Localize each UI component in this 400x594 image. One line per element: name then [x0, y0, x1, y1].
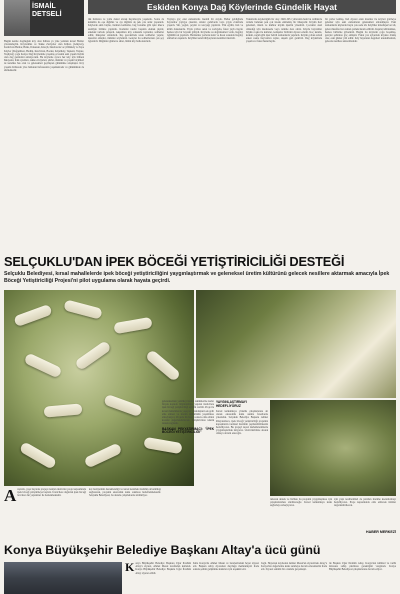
bottom-column-1: [125, 562, 191, 594]
top-column-3: Yakınlarda kaydettiğim bir olay 1948-1951 yıllarında hem bu tarihlerde tarlada bulunan pek çok insanı etkilemiş bir hikayedir. Köyün ileri gelenleri, imam ve muhtar köyün işlerini yönetirdi. Çocuklar okul olmadığı için medresede veya camide ders alırdı. Köyde bayramlar büyük coşku ile kutlanır, komşular birbirini ziyaret ederdi. Koç katımı, kırkım, sağım gibi işler belirli zamanlarda yapılırdı. Köyün çobanı sabah erken saatte hayvanları toplar, akşam geri getirirdi. Dağ köylerinde yaşam zor fakat huzurluydu.: [246, 18, 322, 44]
top-banner-title: Eskiden Konya Dağ Köylerinde Gündelik Hayat: [88, 0, 396, 14]
author-box: [4, 0, 84, 36]
mulberry-leaves-photo: [270, 400, 396, 496]
byline: HABER MERKEZİ: [366, 530, 396, 534]
worker-silk-photo: [196, 290, 396, 398]
top-column-4: bir yerler kalmış, bizi ziyaret eden insanlar ile köyleri görmeye gelenler için eski zamanların gelenekleri anlatılmıştır. Eski zamanlarda köylerde hayat çok sade idi. Köylüler misafirperver idi, gelen misafire her zaman yemek ikram edilirdi. Kapılar kilitlenmez, herkes birbirine güvenirdi. Bugün bu köylerin çoğu boşalmış, gençler şehirlere göç etmiştir. Fakat yaz aylarında köylere dönüş olur, eski günler yâd edilir. Köy hayatının değerleri unutulmamalı, gelecek nesillere aktarılmalıdır.: [325, 18, 396, 44]
meeting-photo: [4, 562, 122, 594]
under-photo-text-1: tırkarak destek ve birlikte bu projenin yaygınlaşması için çalışmalarımızı sürdüreceğiz. Kırsal kalkınmaya katkı sağlamayı amaçlıyoruz.: [270, 498, 332, 508]
article-mid-text: gelenekselden yenilikçi üretim tekniklerine kadar birçok konuda bilgilendirme yapılan üreticilere ipek böceği yetiştiriciliği eğitimi verildi. Proje ile kırsal mahallelerde yaşayan vatandaşların ek gelir elde etmesi ve üretim kültürünün yaşatılması amaçlanıyor. Projede ilk hasat sonucu elde edilen kozalar değerlendirilecek. Yetiştiricilere teknik destek sağlandı.: [162, 400, 214, 426]
headline-altay: Konya Büyükşehir Belediye Başkanı Altay'a ücü günü: [4, 543, 321, 557]
bottom-column-2: hafta Konya'da Ahmet Mesut ve beraberindeki heyet ziyaret etti. Başkan Altay ziyaretten duyduğu memnuniyeti ifade ederek şehrin gelişimine katkıları için teşekkür etti.: [193, 562, 259, 572]
article-mid: [162, 400, 214, 538]
article-left-2: kol faaliyetinin desteklendiği ve kırsal kesimde üretimin devamlılığı sağlanarak, projenin ekonomik katkı sunması hedeflenmektedir. Selçuklu Belediyesi, bu alanda çalışmalarını sürdürüyor.: [89, 488, 161, 498]
sidebar-title: YAYGINLAŞTIRMAYI HEDEFLİYORUZ: [216, 400, 247, 408]
article-subhead: BASKAN PEKYATIRMACI: "İPEK BÖCEĞİ YETİŞTİRİCİLİĞİ": [162, 426, 214, 434]
subtitle-silk: Selçuklu Belediyesi, kırsal mahallelerde ipek böceği yetiştiriciliğini yaygınlaştırmak ve geleneksel üretim kültürünü gelecek nesillere aktarmak amacıyla İpek Böceği Yetiştiriciliği Projesi'ni pilot uygulama olarak hayata geçirdi.: [4, 271, 390, 284]
bottom-column-4: ile Başkan Uğur İbrahim Altay, Konya'nın kültürel ve tarihi mirasına sahip çıkılması gerektiğini vurguladı. Konya Büyükşehir Belediyesi çalışmalarına devam ediyor.: [329, 562, 396, 572]
author-name: İSMAİL DETSELİ: [30, 0, 84, 36]
top-column-1: tük hallarını ve yollu dokul alarak hayatlarıyla yaşanırdı. Sonra da kulumla da eşe diğimiz ve ayı diğimiz de pek çok anlar yaşanırdı. Köylerde ekin biçme, harman kaldırma, bağ bozumu gibi işler imece usulüyle birlikte yapılırdı. Kadınlar tandır başında ekmek pişirir, erkekler tarlada çalışırdı. Akşamları köy odasında toplanılır, sohbetler edilir, hikayeler anlatılırdı. Kış gecelerinde uzun sohbetler yapılır, masallar anlatılır, türküler söylenirdi. Gençler bu sohbetlerden çok şey öğrenirdi. Düğünler günlerce sürer, bütün köy halkı katılırdı.: [88, 18, 164, 44]
sidebar-box: [216, 400, 268, 538]
bottom-column-3: bağlı. Heyetten kaybeden Ahmet Mesut'un ziyaretinde Altay'a Konya'nın değerlerine katkı sunmaya devam edeceklerini ifade etti. Ziyaret samimi bir ortamda gerçekleşti.: [261, 562, 327, 572]
author-column-text: Bugün kentte doğduğum köy olan Kilisre ya yine yeniden kırsal Hanlar yöresindeyim. Köylerimiz ve Tekke Zaviyeler olan Kilisra (Gökyurt), Kızılviran Hanlar, Balkı, Dokuzun, Kireçli, Derebucak ve Çiftlikköy ve Tepe Köyler (Doğanhisar, Hadim, Kızılviran, Bozkır, Köprüköy, Taşkent, Yarpuz, Yeşilyurt) çoğu Konya Dağ Köylerinde yaşamış çevrenin eski yaşam biçimi olan dağ gezilerini anlatıyorum. Bu köylerde ayrıca her köy için bilinen hikayeler, halk oyunları, tekke zaviyeleri, şiirler, türküler ve yaşam biçimleri de kendine has olan ve gelenekleri geçmişten günümüze ulaşmıştır. Köy yaşamı Kilisrede yöre halkının hafızasında yaşamaktadır ve günümüzde de sürmektedir.: [4, 40, 84, 72]
headline-silk: SELÇUKLU'DAN İPEK BÖCEĞİ YETİŞTİRİCİLİĞİ DESTEĞİ: [4, 254, 345, 269]
article-left: [4, 488, 86, 538]
under-photo-text-2: için yaşlı nesillerimizi de yeniden üretime kazandırmayı hedefliyoruz. Proje kapsamında elde edilecek ürünler değerlendirilecek.: [334, 498, 396, 508]
bottom-dropcap: K: [125, 562, 135, 574]
bottom-column-1-text: onya Büyükşehir Belediye Başkanı Uğur İbrahim Altay'a ziyaret, Ahmet Mesut tarafından kutlandı. Konya Büyükşehir Belediye Başkanı Uğur İbrahim Altay ziyaret edildi.: [135, 562, 191, 575]
article-left-text: raştırılı, yaşa bayarak projeye katılan üreticiler proje kapsamında ipek böceği yetiştirmeye başladı. Üreticilere dağıtılan ipek böceği larvaları dut yaprakları ile beslenmektedir.: [17, 488, 86, 498]
author-photo: [4, 0, 30, 36]
dropcap: A: [4, 488, 17, 505]
sidebar-text: Kırsal kalkınmaya yönelik çalışmalarına ait olarak ekonomik katkı sunma fırsatlarını yakaladık. Selçuklu Belediye Başkanı Ahmet Pekyatırmacı, ipek böceği yetiştiriciliği projemiz kapsamında tarımsal üretimin çeşitlendirilmesini hedefliyoruz. Bu projeyi kırsal mahallelerimizde yaygınlaştırmak istiyoruz. Üreticilerimize destek olmaya devam edeceğiz.: [216, 410, 268, 436]
top-column-2: Yaylaya göç eski zamanlarda önemli bir olaydı. Bahar geldiğinde hayvanlar yaylaya çıkarılır, aileler çadırlarda veya yayla evlerinde yaşardı. Süt, yoğurt, peynir ve tereyağı yapılırdı. Yün eğrilir, halı ve kilim dokunurdu. Yayla yolları uzun ve zorluydu, fakat yayla hayatı herkes için bir bayram gibiydi. Köylerde su değirmenleri vardı, buğday öğütülür un yapılırdı. Harmanlar yerlerde kalır ve hasat sonunda buğday ambarlara taşınırdı. Köylüler kendi ihtiyaçlarını kendileri üretirdi.: [167, 18, 243, 41]
